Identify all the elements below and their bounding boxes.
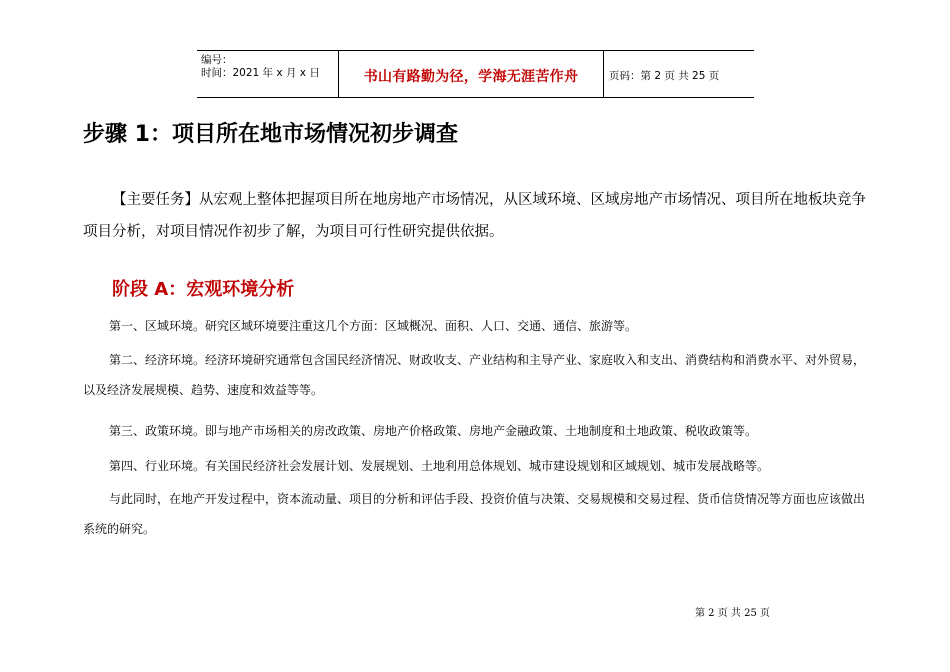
page-header: [197, 50, 754, 98]
item-regional-environment: 第一、区域环境。研究区域环境要注重这几个方面：区域概况、面积、人口、交通、通信、旅游等。: [109, 319, 638, 333]
time-label: 时间：2021 年 x 月 x 日: [201, 67, 320, 79]
header-motto: 书山有路勤为径，学海无涯苦作舟: [363, 69, 579, 85]
main-task-paragraph: 【主要任务】从宏观上整体把握项目所在地房地产市场情况，从区域环境、区域房地产市场情况、项目所在地板块竞争项目分析，对项目情况作初步了解，为项目可行性研究提供依据。: [83, 192, 866, 240]
item-economic-environment: 第二、经济环境。经济环境研究通常包含国民经济情况、财政收支、产业结构和主导产业、家庭收入和支出、消费结构和消费水平、对外贸易，以及经济发展规模、趋势、速度和效益等等。: [83, 353, 866, 397]
item-industry-environment: 第四、行业环境。有关国民经济社会发展计划、发展规划、土地利用总体规划、城市建设规划和区域规划、城市发展战略等。: [109, 459, 770, 473]
header-page-info: 页码：第 2 页 共 25 页: [609, 70, 720, 82]
header-divider: [338, 51, 339, 97]
number-label: 编号：: [201, 54, 233, 66]
header-divider: [603, 51, 604, 97]
item-policy-environment: 第三、政策环境。即与地产市场相关的房改政策、房地产价格政策、房地产金融政策、土地制度和土地政策、税收政策等。: [109, 424, 758, 438]
page-footer: 第 2 页 共 25 页: [695, 608, 770, 619]
header-meta: [201, 54, 320, 80]
phase-title: 阶段 A：宏观环境分析: [112, 279, 295, 300]
item-additional-research: 与此同时，在地产开发过程中，资本流动量、项目的分析和评估手段、投资价值与决策、交易规模和交易过程、货币信贷情况等方面也应该做出系统的研究。: [83, 492, 866, 536]
step-title: 步骤 1：项目所在地市场情况初步调查: [83, 122, 458, 147]
